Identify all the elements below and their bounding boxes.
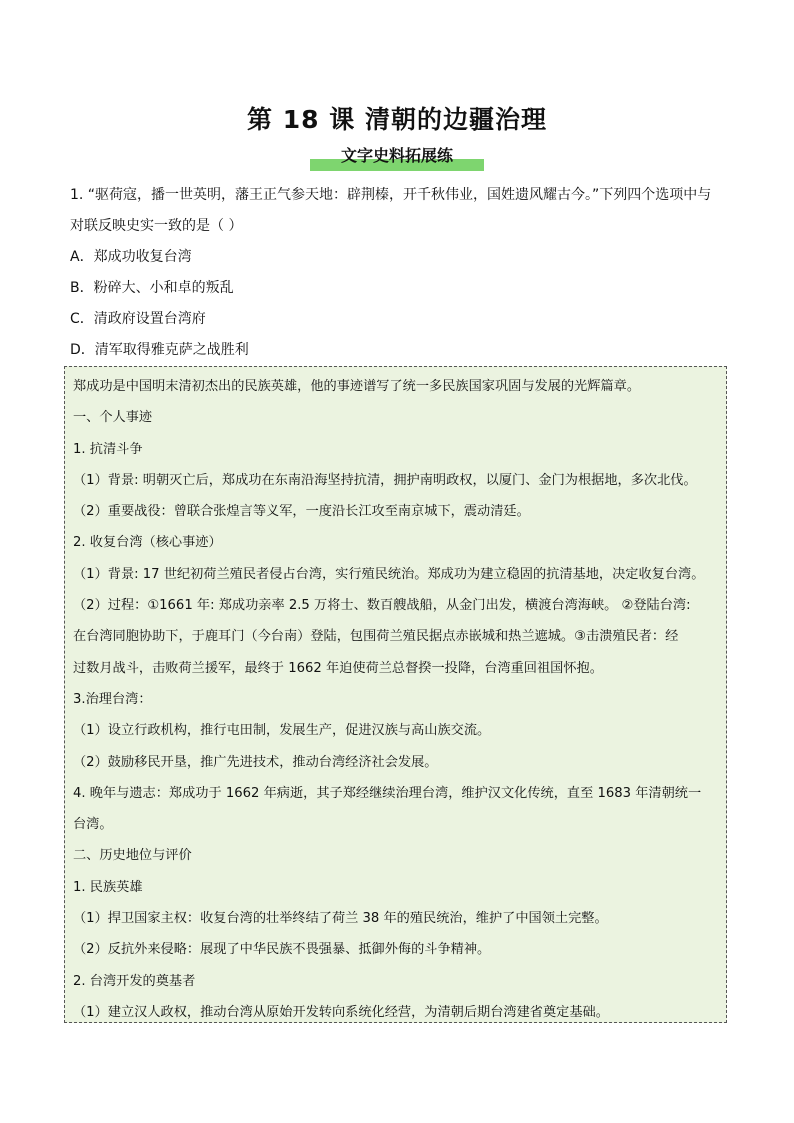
option-c: C．清政府设置台湾府 [70,311,206,327]
analysis-line: 过数月战斗，击败荷兰援军，最终于 1662 年迫使荷兰总督揆一投降，台湾重回祖国怀抱。 [73,660,603,676]
page-title: 第 18 课 清朝的边疆治理 [247,105,547,134]
analysis-line: （2）过程：①1661 年: 郑成功亲率 2.5 万将士、数百艘战船，从金门出发，横渡台湾海峡。 ②登陆台湾: [73,598,691,614]
badge-label: 文字史料拓展练 [340,146,453,165]
analysis-heading: 一、个人事迹 [73,410,153,426]
analysis-heading: 二、历史地位与评价 [73,848,192,864]
analysis-subheading: 1. 民族英雄 [73,879,143,895]
analysis-line: （2）反抗外来侵略：展现了中华民族不畏强暴、抵御外侮的斗争精神。 [73,942,491,958]
analysis-line: （1）捍卫国家主权：收复台湾的壮举终结了荷兰 38 年的殖民统治，维护了中国领土完整。 [73,911,608,927]
option-b: B．粉碎大、小和卓的叛乱 [70,280,234,296]
analysis-subheading: 2. 台湾开发的奠基者 [73,973,196,989]
analysis-line: 郑成功是中国明末清初杰出的民族英雄，他的事迹谱写了统一多民族国家巩固与发展的光辉篇章。 [73,379,641,394]
option-a: A．郑成功收复台湾 [70,249,192,265]
analysis-line: 台湾。 [73,817,113,833]
analysis-line: （2）鼓励移民开垦，推广先进技术，推动台湾经济社会发展。 [73,754,438,770]
analysis-line: （1）背景: 17 世纪初荷兰殖民者侵占台湾，实行殖民统治。郑成功为建立稳固的抗清基地，决定收复台湾。 [73,566,705,582]
question-stem-line-1: 1. “驱荷寇，播一世英明，藩王正气参天地：辟荆榛，开千秋伟业，国姓遗风耀古今。”下列四个选项中与 [70,187,712,203]
analysis-line: （1）背景: 明朝灭亡后，郑成功在东南沿海坚持抗清，拥护南明政权，以厦门、金门为根据地，多次北伐。 [73,472,697,488]
analysis-subheading: 3.治理台湾： [73,691,152,707]
section-badge [310,145,484,171]
question-stem-line-2: 对联反映史实一致的是（ ） [70,218,243,234]
option-d: D．清军取得雅克萨之战胜利 [70,342,249,358]
analysis-line: 在台湾同胞协助下，于鹿耳门（今台南）登陆，包围荷兰殖民据点赤嵌城和热兰遮城。③击溃殖民者：经 [73,629,679,645]
analysis-line: （2）重要战役：曾联合张煌言等义军，一度沿长江攻至南京城下，震动清廷。 [73,504,530,520]
analysis-line: （1）建立汉人政权，推动台湾从原始开发转向系统化经营，为清朝后期台湾建省奠定基础。 [73,1004,609,1020]
analysis-subheading: 1. 抗清斗争 [73,441,143,457]
analysis-box [64,366,727,1023]
question-block [70,180,730,366]
analysis-subheading: 2. 收复台湾（核心事迹） [73,535,222,551]
analysis-line: 4. 晚年与遗志：郑成功于 1662 年病逝，其子郑经继续治理台湾，维护汉文化传统，直至 1683 年清朝统一 [73,785,702,801]
analysis-line: （1）设立行政机构，推行屯田制，发展生产，促进汉族与高山族交流。 [73,723,491,739]
